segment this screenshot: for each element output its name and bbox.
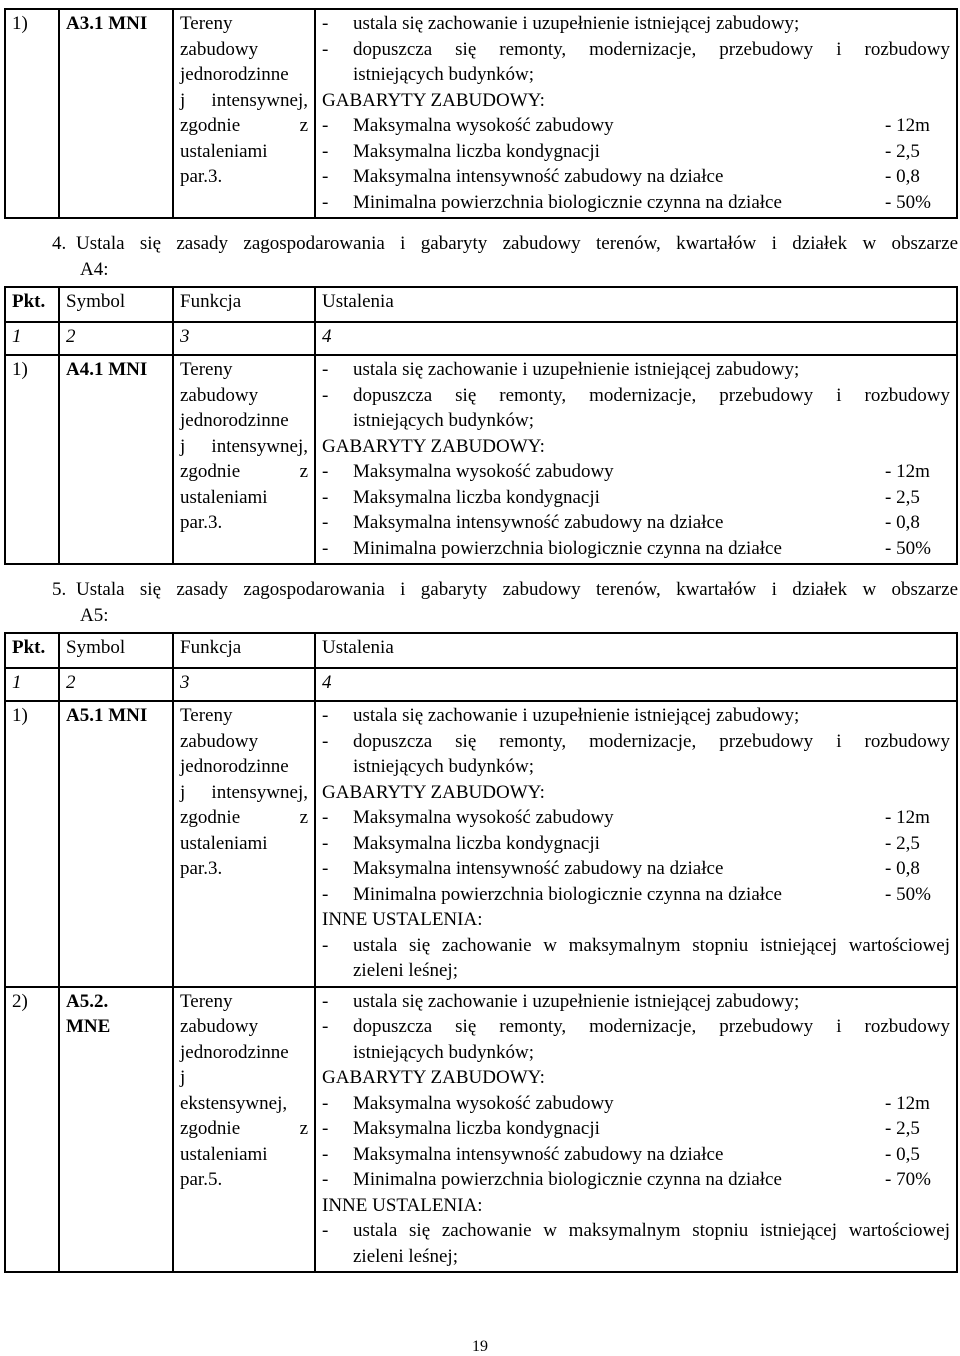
gabaryt-line xyxy=(322,510,950,536)
header-funkcja: Funkcja xyxy=(173,287,315,322)
funkcja-line: zabudowy xyxy=(180,1016,259,1037)
symbol-line: MNE xyxy=(66,1016,111,1037)
table-header-row xyxy=(5,633,957,668)
gabaryt-label: Maksymalna intensywność zabudowy na działce xyxy=(353,1143,724,1165)
row-pkt: 2) xyxy=(5,987,59,1273)
gabaryt-label: Minimalna powierzchnia biologicznie czynna na działce xyxy=(353,191,782,213)
rule-continuation: istniejących budynków; xyxy=(353,410,534,431)
gabaryt-label: Minimalna powierzchnia biologicznie czynna na działce xyxy=(353,1169,782,1190)
rule-dash: - xyxy=(322,1220,329,1241)
header-pkt: Pkt. xyxy=(5,287,59,322)
row-symbol xyxy=(59,9,173,218)
rule-line xyxy=(322,37,950,63)
table-row xyxy=(5,987,957,1273)
row-symbol xyxy=(59,355,173,564)
column-number: 4 xyxy=(315,668,957,701)
gabaryt-dash: - xyxy=(322,1143,329,1165)
funkcja-line: ustaleniami xyxy=(180,832,268,854)
column-number: 2 xyxy=(59,668,173,701)
subheading: INNE USTALENIA: xyxy=(322,1194,483,1216)
funkcja-line: par.3. xyxy=(180,512,223,533)
gabaryt-label: Minimalna powierzchnia biologicznie czynna na działce xyxy=(353,883,782,905)
table-row xyxy=(5,9,957,218)
subheading: GABARYTY ZABUDOWY: xyxy=(322,1067,545,1088)
gabaryt-value: - 12m xyxy=(885,807,930,828)
funkcja-line: ustaleniami xyxy=(180,140,268,162)
row-funkcja xyxy=(173,9,315,218)
gabaryt-line xyxy=(322,485,950,511)
row-funkcja xyxy=(173,701,315,987)
gabaryt-label: Maksymalna liczba kondygnacji xyxy=(353,1118,600,1139)
funkcja-line: jednorodzinne xyxy=(180,1041,289,1063)
gabaryt-dash: - xyxy=(322,807,329,828)
section-number: 5. xyxy=(52,579,67,600)
rule-continuation: istniejących budynków; xyxy=(353,756,534,777)
header-symbol: Symbol xyxy=(59,287,173,322)
funkcja-line: par.3. xyxy=(180,166,223,187)
header-ustalenia: Ustalenia xyxy=(315,633,957,668)
subheading: GABARYTY ZABUDOWY: xyxy=(322,781,545,803)
rule-text: dopuszcza się remonty, modernizacje, przebudowy i rozbudowy xyxy=(353,384,950,406)
row-ustalenia xyxy=(315,987,957,1273)
provisions-table xyxy=(4,632,958,1273)
gabaryt-line xyxy=(322,1167,950,1193)
gabaryt-label: Maksymalna intensywność zabudowy na działce xyxy=(353,512,724,533)
funkcja-line: par.3. xyxy=(180,858,223,879)
gabaryt-value: - 12m xyxy=(885,115,930,136)
rule-dash: - xyxy=(322,1016,329,1037)
rule-text: ustala się zachowanie i uzupełnienie istniejącej zabudowy; xyxy=(353,705,800,726)
table-row xyxy=(5,355,957,564)
rule-text: ustala się zachowanie w maksymalnym stopniu istniejącej wartościowej xyxy=(353,934,950,956)
rule-dash: - xyxy=(322,705,329,726)
column-number: 2 xyxy=(59,322,173,355)
gabaryt-dash: - xyxy=(322,1092,329,1114)
gabaryt-label: Maksymalna wysokość zabudowy xyxy=(353,115,614,136)
symbol-line: A3.1 MNI xyxy=(66,13,148,34)
gabaryt-line xyxy=(322,1116,950,1142)
rule-line xyxy=(322,1014,950,1040)
gabaryt-label: Maksymalna wysokość zabudowy xyxy=(353,461,614,482)
funkcja-line: Tereny xyxy=(180,705,233,726)
column-number: 1 xyxy=(5,322,59,355)
gabaryt-dash: - xyxy=(322,883,329,905)
gabaryt-dash: - xyxy=(322,832,329,854)
gabaryt-dash: - xyxy=(322,1169,329,1190)
header-pkt: Pkt. xyxy=(5,633,59,668)
rule-dash: - xyxy=(322,730,329,752)
rule-dash: - xyxy=(322,359,329,380)
header-funkcja: Funkcja xyxy=(173,633,315,668)
gabaryt-value: - 0,8 xyxy=(885,858,920,879)
funkcja-line: ustaleniami xyxy=(180,1143,268,1165)
gabaryt-value: - 2,5 xyxy=(885,140,920,162)
row-ustalenia xyxy=(315,355,957,564)
funkcja-line: j intensywnej, xyxy=(180,781,308,803)
gabaryt-value: - 2,5 xyxy=(885,1118,920,1139)
funkcja-line: par.5. xyxy=(180,1169,223,1190)
funkcja-line: Tereny xyxy=(180,13,233,34)
rule-line xyxy=(322,703,950,729)
symbol-line: A4.1 MNI xyxy=(66,359,148,380)
gabaryt-dash: - xyxy=(322,512,329,533)
gabaryt-line xyxy=(322,536,950,562)
row-funkcja xyxy=(173,987,315,1273)
row-ustalenia xyxy=(315,701,957,987)
funkcja-line: jednorodzinne xyxy=(180,756,289,777)
rule-dash: - xyxy=(322,38,329,60)
gabaryt-value: - 50% xyxy=(885,191,931,213)
gabaryt-line xyxy=(322,805,950,831)
gabaryt-label: Minimalna powierzchnia biologicznie czynna na działce xyxy=(353,537,782,559)
rule-continuation: istniejących budynków; xyxy=(353,64,534,85)
rule-text: ustala się zachowanie i uzupełnienie istniejącej zabudowy; xyxy=(353,359,800,380)
section-heading-line xyxy=(4,231,958,257)
section-text: Ustala się zasady zagospodarowania i gabaryty zabudowy terenów, kwartałów i działek w obszarze xyxy=(76,233,958,254)
funkcja-line: Tereny xyxy=(180,359,233,380)
gabaryt-dash: - xyxy=(322,858,329,879)
gabaryt-dash: - xyxy=(322,166,329,187)
rule-text: dopuszcza się remonty, modernizacje, przebudowy i rozbudowy xyxy=(353,1016,950,1037)
rule-line xyxy=(322,11,950,37)
rule-dash: - xyxy=(322,384,329,406)
gabaryt-value: - 0,8 xyxy=(885,512,920,533)
funkcja-line: zgodnie z xyxy=(180,461,308,482)
table-row xyxy=(5,701,957,987)
gabaryt-line xyxy=(322,1142,950,1168)
funkcja-line: zabudowy xyxy=(180,38,259,60)
row-symbol xyxy=(59,701,173,987)
gabaryt-dash: - xyxy=(322,537,329,559)
row-pkt: 1) xyxy=(5,355,59,564)
gabaryt-label: Maksymalna wysokość zabudowy xyxy=(353,807,614,828)
gabaryt-value: - 0,5 xyxy=(885,1143,920,1165)
rule-line xyxy=(322,729,950,755)
gabaryt-line xyxy=(322,113,950,139)
rule-dash: - xyxy=(322,934,329,956)
subheading: GABARYTY ZABUDOWY: xyxy=(322,435,545,457)
gabaryt-dash: - xyxy=(322,1118,329,1139)
document-page xyxy=(4,8,958,1273)
funkcja-line: zgodnie z xyxy=(180,1118,308,1139)
funkcja-line: zgodnie z xyxy=(180,115,308,136)
rule-text: dopuszcza się remonty, modernizacje, przebudowy i rozbudowy xyxy=(353,38,950,60)
rule-line xyxy=(322,989,950,1015)
gabaryt-dash: - xyxy=(322,191,329,213)
gabaryt-value: - 50% xyxy=(885,537,931,559)
page-number: 19 xyxy=(472,1338,488,1355)
column-number: 4 xyxy=(315,322,957,355)
column-number: 1 xyxy=(5,668,59,701)
rule-continuation: istniejących budynków; xyxy=(353,1041,534,1063)
gabaryt-dash: - xyxy=(322,461,329,482)
gabaryt-value: - 12m xyxy=(885,1092,930,1114)
funkcja-line: j intensywnej, xyxy=(180,89,308,111)
row-funkcja xyxy=(173,355,315,564)
funkcja-line: zgodnie z xyxy=(180,807,308,828)
funkcja-line: j intensywnej, xyxy=(180,435,308,457)
symbol-line: A5.1 MNI xyxy=(66,705,148,726)
gabaryt-label: Maksymalna liczba kondygnacji xyxy=(353,832,600,854)
funkcja-line: jednorodzinne xyxy=(180,410,289,431)
rule-dash: - xyxy=(322,13,329,34)
rule-line xyxy=(322,933,950,959)
rule-dash: - xyxy=(322,990,329,1012)
gabaryt-line xyxy=(322,882,950,908)
section-area-label: A4: xyxy=(80,258,109,280)
gabaryt-label: Maksymalna liczba kondygnacji xyxy=(353,486,600,508)
table-header-row xyxy=(5,287,957,322)
rule-continuation: zieleni leśnej; xyxy=(353,1245,458,1267)
gabaryt-label: Maksymalna wysokość zabudowy xyxy=(353,1092,614,1114)
gabaryt-dash: - xyxy=(322,115,329,136)
funkcja-line: jednorodzinne xyxy=(180,64,289,85)
gabaryt-line xyxy=(322,1091,950,1117)
funkcja-line: Tereny xyxy=(180,990,233,1012)
gabaryt-value: - 70% xyxy=(885,1169,931,1190)
subheading: GABARYTY ZABUDOWY: xyxy=(322,89,545,111)
column-number-row xyxy=(5,668,957,701)
gabaryt-value: - 2,5 xyxy=(885,832,920,854)
section-number: 4. xyxy=(52,233,67,254)
funkcja-line: j xyxy=(180,1067,186,1088)
row-pkt: 1) xyxy=(5,701,59,987)
gabaryt-label: Maksymalna intensywność zabudowy na działce xyxy=(353,858,724,879)
rule-text: ustala się zachowanie i uzupełnienie istniejącej zabudowy; xyxy=(353,990,800,1012)
funkcja-line: ekstensywnej, xyxy=(180,1092,288,1114)
gabaryt-line xyxy=(322,190,950,216)
subheading: INNE USTALENIA: xyxy=(322,909,483,930)
rule-text: ustala się zachowanie w maksymalnym stopniu istniejącej wartościowej xyxy=(353,1220,950,1241)
section-heading-line xyxy=(4,577,958,603)
column-number-row xyxy=(5,322,957,355)
symbol-line: A5.2. xyxy=(66,990,109,1012)
gabaryt-label: Maksymalna intensywność zabudowy na działce xyxy=(353,166,724,187)
gabaryt-line xyxy=(322,164,950,190)
row-ustalenia xyxy=(315,9,957,218)
funkcja-line: zabudowy xyxy=(180,384,259,406)
rule-text: dopuszcza się remonty, modernizacje, przebudowy i rozbudowy xyxy=(353,730,950,752)
column-number: 3 xyxy=(173,322,315,355)
header-symbol: Symbol xyxy=(59,633,173,668)
gabaryt-line xyxy=(322,856,950,882)
gabaryt-line xyxy=(322,459,950,485)
gabaryt-dash: - xyxy=(322,486,329,508)
gabaryt-dash: - xyxy=(322,140,329,162)
gabaryt-line xyxy=(322,831,950,857)
gabaryt-value: - 12m xyxy=(885,461,930,482)
funkcja-line: ustaleniami xyxy=(180,486,268,508)
rule-line xyxy=(322,1218,950,1244)
header-ustalenia: Ustalenia xyxy=(315,287,957,322)
provisions-table xyxy=(4,8,958,219)
gabaryt-line xyxy=(322,139,950,165)
rule-text: ustala się zachowanie i uzupełnienie istniejącej zabudowy; xyxy=(353,13,800,34)
column-number: 3 xyxy=(173,668,315,701)
rule-line xyxy=(322,357,950,383)
section-heading xyxy=(4,231,958,282)
gabaryt-label: Maksymalna liczba kondygnacji xyxy=(353,140,600,162)
section-text: Ustala się zasady zagospodarowania i gabaryty zabudowy terenów, kwartałów i działek w obszarze xyxy=(76,579,958,600)
gabaryt-value: - 0,8 xyxy=(885,166,920,187)
row-pkt: 1) xyxy=(5,9,59,218)
section-heading xyxy=(4,577,958,628)
rule-line xyxy=(322,383,950,409)
gabaryt-value: - 50% xyxy=(885,883,931,905)
section-area-label: A5: xyxy=(80,604,109,626)
rule-continuation: zieleni leśnej; xyxy=(353,960,458,981)
gabaryt-value: - 2,5 xyxy=(885,486,920,508)
provisions-table xyxy=(4,286,958,565)
row-symbol xyxy=(59,987,173,1273)
funkcja-line: zabudowy xyxy=(180,730,259,752)
